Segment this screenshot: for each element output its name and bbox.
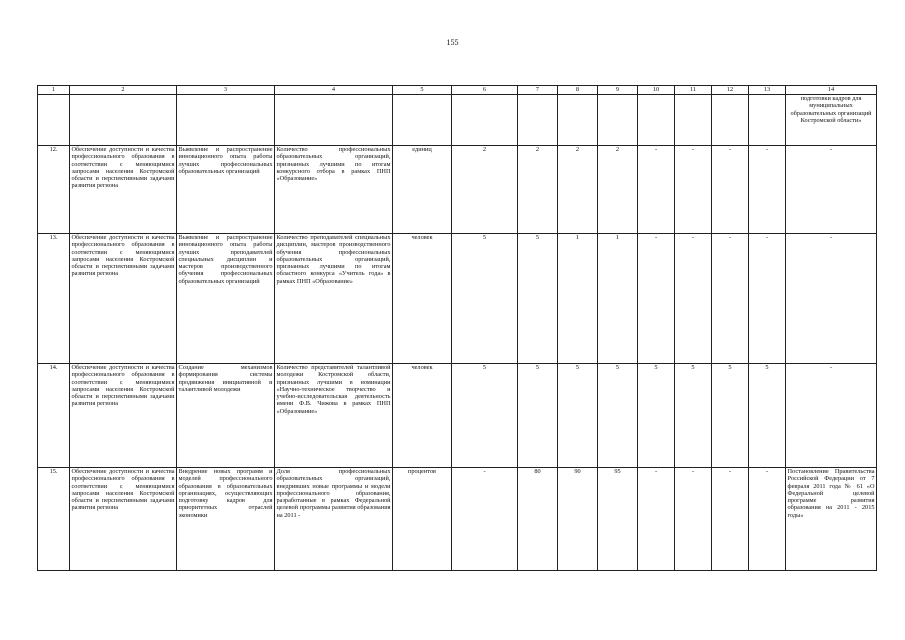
value-cell: 5 [712, 364, 749, 468]
value-cell: 1 [598, 234, 638, 364]
value-cell: 90 [558, 468, 598, 571]
header-cell: 2 [70, 86, 177, 95]
header-cell: 8 [558, 86, 598, 95]
header-cell: 6 [452, 86, 518, 95]
goal-cell: Обеспечение доступности и качества профессионального образования в соответствии с меняющимися запросами населения Костромской области и перспективными задачами развития региона [70, 468, 177, 571]
unit-cell: человек [393, 364, 452, 468]
indicators-table [37, 85, 877, 571]
empty-cell [177, 95, 275, 146]
value-cell: - [638, 468, 675, 571]
table-row [38, 468, 877, 571]
value-cell: - [712, 468, 749, 571]
table-row [38, 146, 877, 234]
value-cell: - [749, 234, 786, 364]
empty-cell [675, 95, 712, 146]
value-cell: 5 [749, 364, 786, 468]
note-cell: подготовки кадров для муниципальных образовательных организаций Костромской области» [786, 95, 877, 146]
task-cell: Создание механизмов формирования системы продвижения инициативной и талантливой молодежи [177, 364, 275, 468]
table-row [38, 364, 877, 468]
value-cell: - [675, 146, 712, 234]
value-cell: 2 [518, 146, 558, 234]
header-cell: 7 [518, 86, 558, 95]
value-cell: - [638, 234, 675, 364]
note-cell: - [786, 364, 877, 468]
empty-cell [749, 95, 786, 146]
goal-cell: Обеспечение доступности и качества профессионального образования в соответствии с меняющимися запросами населения Костромской области и перспективными задачами развития региона [70, 364, 177, 468]
value-cell: - [675, 234, 712, 364]
header-cell: 12 [712, 86, 749, 95]
value-cell: 80 [518, 468, 558, 571]
value-cell: - [712, 234, 749, 364]
task-cell: Внедрение новых программ и моделей профессионального образования в образовательных организациях, осуществляющих подготовку кадров для приоритетных отраслей экономики [177, 468, 275, 571]
goal-cell: Обеспечение доступности и качества профессионального образования в соответствии с меняющимися запросами населения Костромской области и перспективными задачами развития региона [70, 146, 177, 234]
value-cell: 5 [452, 364, 518, 468]
empty-cell [38, 95, 70, 146]
indicator-cell: Количество профессиональных образовательных организаций, признанных лучшими по итогам конкурсного отбора в рамках ПНП «Образование» [275, 146, 393, 234]
note-cell: - [786, 234, 877, 364]
value-cell: 5 [675, 364, 712, 468]
header-cell: 5 [393, 86, 452, 95]
empty-cell [638, 95, 675, 146]
value-cell: 5 [518, 364, 558, 468]
value-cell: 95 [598, 468, 638, 571]
page-number: 155 [446, 38, 459, 47]
value-cell: 5 [598, 364, 638, 468]
value-cell: 2 [452, 146, 518, 234]
header-cell: 13 [749, 86, 786, 95]
value-cell: 5 [518, 234, 558, 364]
table-row [38, 234, 877, 364]
value-cell: 5 [638, 364, 675, 468]
value-cell: - [712, 146, 749, 234]
empty-cell [70, 95, 177, 146]
empty-cell [275, 95, 393, 146]
value-cell: - [749, 468, 786, 571]
empty-cell [393, 95, 452, 146]
unit-cell: человек [393, 234, 452, 364]
task-cell: Выявление и распространение инновационного опыта работы лучших профессиональных образовательных организаций [177, 146, 275, 234]
indicator-cell: Количество преподавателей специальных дисциплин, мастеров производственного обучения профессиональных образовательных организаций, признанных лучшими по итогам областного конкурса «Учитель года» в рамках ПНП «Образование» [275, 234, 393, 364]
value-cell: 1 [558, 234, 598, 364]
value-cell: - [675, 468, 712, 571]
note-cell: Постановление Правительства Российской Федерации от 7 февраля 2011 года № 61 «О Федеральной целевой программе развития образования на 2011 - 2015 годы» [786, 468, 877, 571]
header-cell: 9 [598, 86, 638, 95]
indicator-cell: Количество представителей талантливой молодежи Костромской области, признанных лучшими в номинации «Научно-техническое творчество и учебно-исследовательская деятельность имени Ф.В. Чижова в рамках ПНП «Образование» [275, 364, 393, 468]
empty-cell [452, 95, 518, 146]
header-cell: 4 [275, 86, 393, 95]
empty-cell [598, 95, 638, 146]
indicator-cell: Доля профессиональных образовательных организаций, внедривших новые программы и модели профессионального образования, разработанные в рамках Федеральной целевой программы развития образования на 2011 - [275, 468, 393, 571]
empty-cell [518, 95, 558, 146]
header-cell: 11 [675, 86, 712, 95]
unit-cell: процентов [393, 468, 452, 571]
row-number: 13. [38, 234, 70, 364]
continuation-row [38, 95, 877, 146]
header-cell: 1 [38, 86, 70, 95]
header-cell: 3 [177, 86, 275, 95]
goal-cell: Обеспечение доступности и качества профессионального образования в соответствии с меняющимися запросами населения Костромской области и перспективными задачами развития региона [70, 234, 177, 364]
value-cell: - [749, 146, 786, 234]
task-cell: Выявление и распространение инновационного опыта работы лучших преподавателей специальных дисциплин и мастеров производственного обучения профессиональных образовательных организаций [177, 234, 275, 364]
column-numbers-row [38, 86, 877, 95]
unit-cell: единиц [393, 146, 452, 234]
value-cell: - [638, 146, 675, 234]
header-cell: 14 [786, 86, 877, 95]
value-cell: - [452, 468, 518, 571]
value-cell: 5 [558, 364, 598, 468]
empty-cell [712, 95, 749, 146]
value-cell: 2 [558, 146, 598, 234]
note-cell: - [786, 146, 877, 234]
row-number: 12. [38, 146, 70, 234]
value-cell: 2 [598, 146, 638, 234]
header-cell: 10 [638, 86, 675, 95]
empty-cell [558, 95, 598, 146]
value-cell: 5 [452, 234, 518, 364]
row-number: 15. [38, 468, 70, 571]
row-number: 14. [38, 364, 70, 468]
